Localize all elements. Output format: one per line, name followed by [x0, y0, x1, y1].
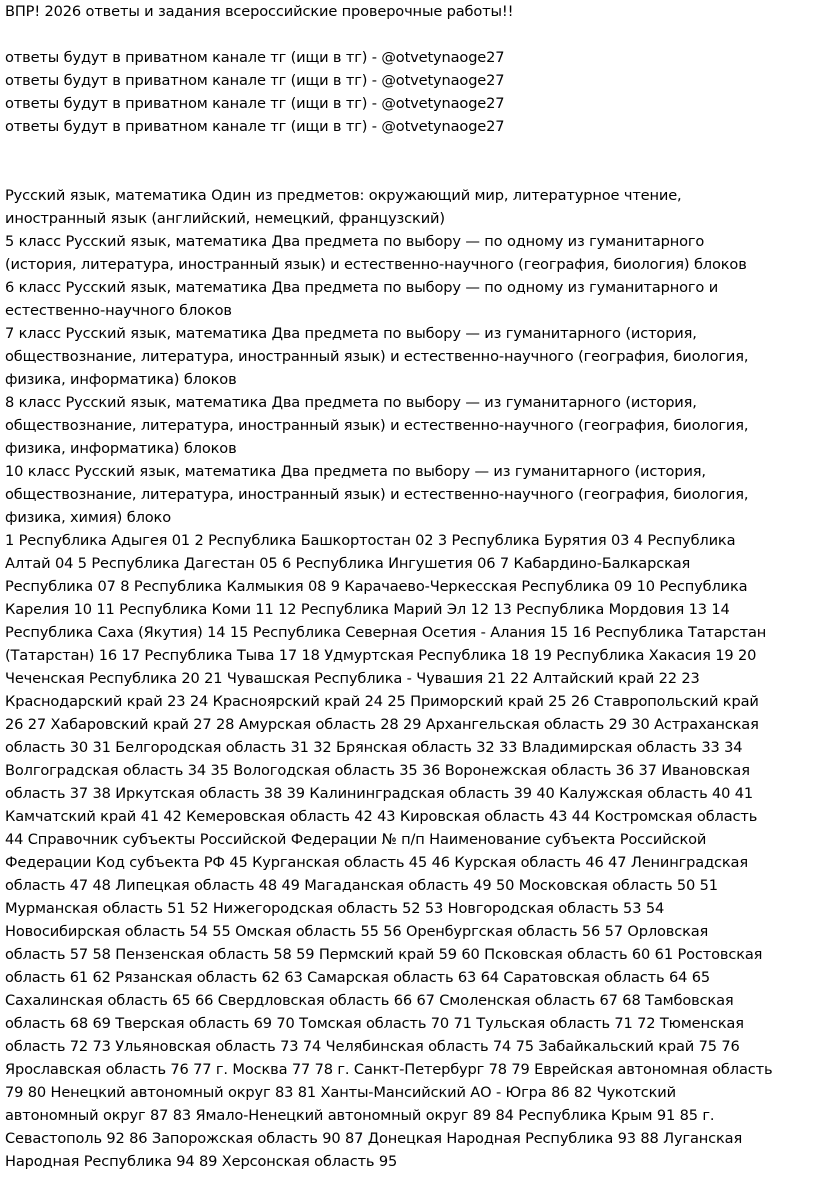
body-line: обществознание, литература, иностранный язык) и естественно-научного (география, биология, [5, 417, 749, 434]
body-line: Мурманская область 51 52 Нижегородская область 52 53 Новгородская область 53 54 [5, 900, 665, 917]
body-line: физика, химия) блоко [5, 509, 171, 526]
body-line: область 37 38 Иркутская область 38 39 Калининградская область 39 40 Калужская область 40 41 [5, 785, 754, 802]
body-line: 79 80 Ненецкий автономный округ 83 81 Ханты-Мансийский АО - Югра 86 82 Чукотский [5, 1084, 676, 1101]
body-line: 26 27 Хабаровский край 27 28 Амурская область 28 29 Архангельская область 29 30 Астраханская [5, 716, 759, 733]
body-line: область 57 58 Пензенская область 58 59 Пермский край 59 60 Псковская область 60 61 Ростовская [5, 946, 763, 963]
body-line: (Татарстан) 16 17 Республика Тыва 17 18 Удмуртская Республика 18 19 Республика Хакасия 19 20 [5, 647, 757, 664]
body-line: Чеченская Республика 20 21 Чувашская Республика - Чувашия 21 22 Алтайский край 22 23 [5, 670, 700, 687]
body-line: (история, литература, иностранный язык) и естественно-научного (география, биология) блоков [5, 256, 747, 273]
body-line: физика, информатика) блоков [5, 371, 237, 388]
body-line: 10 класс Русский язык, математика Два предмета по выбору — из гуманитарного (история, [5, 463, 706, 480]
body-line: Карелия 10 11 Республика Коми 11 12 Республика Марий Эл 12 13 Республика Мордовия 13 14 [5, 601, 730, 618]
blank-line [5, 23, 813, 46]
body-line: естественно-научного блоков [5, 302, 232, 319]
body-text [5, 184, 813, 1173]
body-line: Республика 07 8 Республика Калмыкия 08 9 Карачаево-Черкесская Республика 09 10 Республика [5, 578, 748, 595]
body-line: Камчатский край 41 42 Кемеровская область 42 43 Кировская область 43 44 Костромская область [5, 808, 758, 825]
blank-gap [5, 138, 813, 184]
body-line: область 47 48 Липецкая область 48 49 Магаданская область 49 50 Московская область 50 51 [5, 877, 718, 894]
document-title: ВПР! 2026 ответы и задания всероссийские проверочные работы!! [5, 3, 514, 20]
body-line: иностранный язык (английский, немецкий, французский) [5, 210, 445, 227]
body-line: область 30 31 Белгородская область 31 32 Брянская область 32 33 Владимирская область 33 34 [5, 739, 743, 756]
body-line: 44 Справочник субъекты Российской Федерации № п/п Наименование субъекта Российской [5, 831, 707, 848]
body-line: Волгоградская область 34 35 Вологодская область 35 36 Воронежская область 36 37 Ивановская [5, 762, 750, 779]
promo-line: ответы будут в приватном канале тг (ищи в тг) - @otvetynaoge27 [5, 95, 505, 112]
body-line: обществознание, литература, иностранный язык) и естественно-научного (география, биология, [5, 348, 749, 365]
promo-line: ответы будут в приватном канале тг (ищи в тг) - @otvetynaoge27 [5, 72, 505, 89]
body-line: Новосибирская область 54 55 Омская область 55 56 Оренбургская область 56 57 Орловская [5, 923, 709, 940]
promo-line: ответы будут в приватном канале тг (ищи в тг) - @otvetynaoge27 [5, 49, 505, 66]
body-line: область 72 73 Ульяновская область 73 74 Челябинская область 74 75 Забайкальский край 75 76 [5, 1038, 740, 1055]
body-line: Республика Саха (Якутия) 14 15 Республика Северная Осетия - Алания 15 16 Республика Татарстан [5, 624, 767, 641]
body-line: область 61 62 Рязанская область 62 63 Самарская область 63 64 Саратовская область 64 65 [5, 969, 710, 986]
body-line: автономный округ 87 83 Ямало-Ненецкий автономный округ 89 84 Республика Крым 91 85 г. [5, 1107, 715, 1124]
document [5, 0, 813, 1173]
body-line: обществознание, литература, иностранный язык) и естественно-научного (география, биология, [5, 486, 749, 503]
body-line: 8 класс Русский язык, математика Два предмета по выбору — из гуманитарного (история, [5, 394, 697, 411]
body-line: Алтай 04 5 Республика Дагестан 05 6 Республика Ингушетия 06 7 Кабардино-Балкарская [5, 555, 691, 572]
body-line: 1 Республика Адыгея 01 2 Республика Башкортостан 02 3 Республика Бурятия 03 4 Республика [5, 532, 736, 549]
body-line: Русский язык, математика Один из предметов: окружающий мир, литературное чтение, [5, 187, 682, 204]
body-line: Народная Республика 94 89 Херсонская область 95 [5, 1153, 398, 1170]
body-line: область 68 69 Тверская область 69 70 Томская область 70 71 Тульская область 71 72 Тюменская [5, 1015, 744, 1032]
body-line: Федерации Код субъекта РФ 45 Курганская область 45 46 Курская область 46 47 Ленинградская [5, 854, 748, 871]
body-line: Ярославская область 76 77 г. Москва 77 78 г. Санкт-Петербург 78 79 Еврейская автономная область [5, 1061, 773, 1078]
body-line: 7 класс Русский язык, математика Два предмета по выбору — из гуманитарного (история, [5, 325, 697, 342]
body-line: Сахалинская область 65 66 Свердловская область 66 67 Смоленская область 67 68 Тамбовская [5, 992, 734, 1009]
body-line: 5 класс Русский язык, математика Два предмета по выбору — по одному из гуманитарного [5, 233, 705, 250]
body-line: 6 класс Русский язык, математика Два предмета по выбору — по одному из гуманитарного и [5, 279, 719, 296]
body-line: Севастополь 92 86 Запорожская область 90 87 Донецкая Народная Республика 93 88 Луганская [5, 1130, 743, 1147]
body-line: физика, информатика) блоков [5, 440, 237, 457]
promo-line: ответы будут в приватном канале тг (ищи в тг) - @otvetynaoge27 [5, 118, 505, 135]
body-line: Краснодарский край 23 24 Красноярский край 24 25 Приморский край 25 26 Ставропольский край [5, 693, 759, 710]
